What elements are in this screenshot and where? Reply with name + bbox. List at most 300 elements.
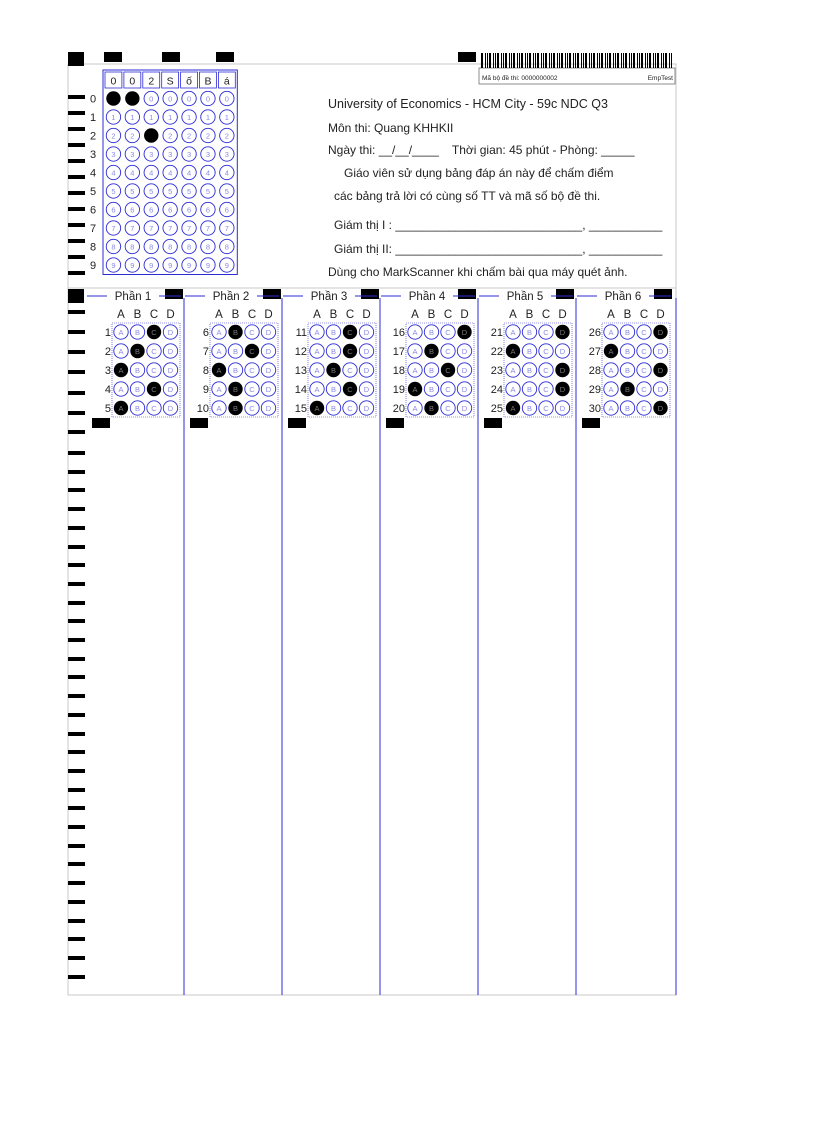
barcode-bar <box>581 53 582 68</box>
section-title: Phần 1 <box>114 291 152 303</box>
option-header: B <box>525 309 534 321</box>
id-header-char: 0 <box>110 75 117 88</box>
answer-bubble-letter: D <box>363 404 370 413</box>
timing-mark <box>68 310 85 314</box>
timing-mark <box>68 370 85 374</box>
id-bubble-digit: 6 <box>186 205 192 215</box>
option-header: D <box>362 309 371 321</box>
answer-bubble-letter: D <box>265 366 272 375</box>
timing-mark <box>68 451 85 455</box>
section-title: Phần 5 <box>506 291 544 303</box>
barcode-bar <box>613 53 614 68</box>
timing-mark <box>68 191 85 195</box>
id-bubble-digit: 9 <box>224 261 229 270</box>
timing-mark <box>68 900 85 904</box>
id-bubble-digit: 3 <box>205 150 211 159</box>
answer-bubble-letter: B <box>134 328 141 337</box>
question-number: 23 <box>490 365 503 377</box>
option-header: A <box>117 309 125 321</box>
answer-bubble-letter: D <box>265 404 272 413</box>
answer-bubble-letter: D <box>461 404 468 413</box>
answer-bubble-letter: C <box>641 328 647 337</box>
barcode-bar <box>657 53 659 68</box>
barcode-bar <box>543 53 544 68</box>
id-bubble-digit: 9 <box>111 261 116 270</box>
barcode-bar <box>529 53 531 68</box>
answer-bubble-letter: A <box>608 347 614 356</box>
answer-bubble-letter: B <box>624 328 631 337</box>
id-bubble-digit: 1 <box>111 113 116 122</box>
answer-bubble-letter: B <box>428 328 435 337</box>
answer-bubble-letter: A <box>510 328 516 337</box>
id-bubble-digit: 2 <box>186 131 192 141</box>
id-bubble-filled <box>106 91 120 105</box>
option-header: D <box>460 309 469 321</box>
id-bubble-digit: 3 <box>130 150 135 159</box>
id-bubble-digit: 3 <box>111 150 116 159</box>
answer-bubble-letter: C <box>543 328 549 337</box>
id-bubble-digit: 1 <box>130 113 135 122</box>
id-bubble-digit: 8 <box>168 242 173 252</box>
answer-bubble-letter: D <box>265 385 272 394</box>
option-header: B <box>427 309 436 321</box>
answer-bubble-letter: B <box>428 366 435 375</box>
registration-mark <box>68 289 84 303</box>
answer-bubble-letter: A <box>314 366 320 375</box>
id-bubble-digit: 6 <box>130 205 135 215</box>
registration-mark <box>582 418 600 428</box>
id-bubble-digit: 4 <box>130 168 135 178</box>
registration-mark <box>104 52 122 62</box>
id-bubble-digit: 2 <box>224 131 229 141</box>
id-bubble-digit: 7 <box>205 224 211 233</box>
barcode-bar <box>617 53 619 68</box>
id-bubble-digit: 4 <box>111 168 116 178</box>
answer-bubble-letter: A <box>608 366 614 375</box>
id-bubble-digit: 4 <box>205 168 211 178</box>
id-bubble-digit: 8 <box>149 242 154 252</box>
registration-mark <box>92 418 110 428</box>
question-number: 16 <box>392 327 405 339</box>
barcode-bar <box>487 53 488 68</box>
barcode-bar <box>665 53 667 68</box>
registration-mark <box>556 289 574 299</box>
answer-bubble-letter: C <box>445 328 451 337</box>
timing-mark <box>68 788 85 792</box>
timing-mark <box>68 330 85 334</box>
answer-bubble-letter: C <box>151 347 157 356</box>
barcode-bar <box>525 53 526 68</box>
timing-mark <box>68 159 85 163</box>
id-bubble-digit: 5 <box>130 187 135 196</box>
id-bubble-digit: 7 <box>149 224 154 233</box>
answer-bubble-letter: A <box>510 385 516 394</box>
barcode-bar <box>593 53 595 68</box>
id-bubble-filled <box>125 91 139 105</box>
answer-bubble-letter: B <box>526 328 533 337</box>
id-row-digit: 2 <box>90 130 97 143</box>
option-header: C <box>247 309 257 321</box>
timing-mark <box>68 239 85 243</box>
barcode-bar <box>585 53 587 68</box>
id-bubble-digit: 5 <box>168 187 173 196</box>
instruction-line-1: Giáo viên sử dụng bảng đáp án này để chấm điểm <box>344 166 614 180</box>
answer-bubble-letter: B <box>134 366 141 375</box>
timing-mark <box>68 175 85 179</box>
id-row-digit: 9 <box>90 260 97 272</box>
answer-bubble-letter: C <box>151 385 157 394</box>
option-header: B <box>329 309 338 321</box>
answer-bubble-letter: B <box>232 347 239 356</box>
answer-bubble-letter: C <box>543 347 549 356</box>
subject-line: Môn thi: Quang KHHKII <box>328 121 454 135</box>
id-bubble-digit: 6 <box>111 205 116 215</box>
answer-bubble-letter: A <box>510 347 516 356</box>
id-row-digit: 6 <box>90 204 97 217</box>
timing-mark <box>68 127 85 131</box>
answer-bubble-letter: C <box>249 404 255 413</box>
timing-mark <box>68 111 85 115</box>
scanner-note: Dùng cho MarkScanner khi chấm bài qua máy quét ảnh. <box>328 265 628 279</box>
id-bubble-digit: 1 <box>224 113 229 122</box>
answer-bubble-letter: C <box>641 404 647 413</box>
timing-mark <box>68 919 85 923</box>
timing-mark <box>68 619 85 623</box>
question-number: 1 <box>104 327 111 339</box>
question-number: 4 <box>104 384 111 396</box>
proctor-2-line: Giám thị II: ____________________________, ___________ <box>334 242 663 256</box>
answer-bubble-letter: B <box>330 366 337 375</box>
section-title: Phần 4 <box>408 291 446 303</box>
barcode-bar <box>607 53 608 68</box>
timing-mark <box>68 470 85 474</box>
barcode-bar <box>569 53 571 68</box>
answer-bubble-letter: D <box>461 328 468 337</box>
option-header: C <box>639 309 649 321</box>
answer-bubble-letter: C <box>445 347 451 356</box>
answer-bubble-letter: B <box>428 385 435 394</box>
barcode-bar <box>551 53 552 68</box>
id-row-digit: 3 <box>90 149 97 161</box>
id-header-char: 2 <box>148 75 155 88</box>
answer-bubble-letter: D <box>461 347 468 356</box>
id-bubble-digit: 2 <box>205 131 211 141</box>
question-number: 26 <box>588 327 601 339</box>
answer-bubble-letter: B <box>526 385 533 394</box>
id-bubble-digit: 1 <box>205 113 211 122</box>
answer-bubble-letter: C <box>347 347 353 356</box>
id-bubble-digit: 3 <box>186 150 192 159</box>
registration-mark <box>190 418 208 428</box>
id-bubble-digit: 3 <box>149 150 154 159</box>
barcode-bar <box>481 53 483 68</box>
answer-bubble-letter: D <box>167 385 174 394</box>
id-bubble-digit: 6 <box>205 205 211 215</box>
answer-bubble-letter: A <box>118 366 124 375</box>
answer-bubble-letter: C <box>249 347 255 356</box>
barcode-bar <box>631 53 632 68</box>
section-title: Phần 6 <box>604 291 642 303</box>
id-bubble-digit: 5 <box>186 187 192 196</box>
id-row-digit: 5 <box>90 186 97 198</box>
barcode-bar <box>645 53 646 68</box>
id-bubble-digit: 5 <box>149 187 154 196</box>
id-header-char: á <box>223 75 230 88</box>
timing-mark <box>68 143 85 147</box>
id-header-char: B <box>204 75 212 88</box>
id-bubble-digit: 3 <box>168 150 173 159</box>
timing-mark <box>68 862 85 866</box>
barcode-bar <box>669 53 670 68</box>
timing-mark <box>68 601 85 605</box>
barcode-bar <box>577 53 579 68</box>
timing-mark <box>68 937 85 941</box>
timing-mark <box>68 271 85 275</box>
barcode-bar <box>597 53 598 68</box>
answer-bubble-letter: A <box>118 404 124 413</box>
answer-bubble-letter: B <box>330 347 337 356</box>
id-bubble-digit: 8 <box>130 242 135 252</box>
answer-bubble-letter: B <box>624 347 631 356</box>
answer-bubble-letter: A <box>314 347 320 356</box>
id-bubble-digit: 2 <box>111 131 116 141</box>
barcode-bar <box>583 53 584 68</box>
option-header: B <box>133 309 142 321</box>
answer-bubble-letter: B <box>134 404 141 413</box>
barcode-bar <box>513 53 515 68</box>
timing-mark <box>68 694 85 698</box>
id-bubble-digit: 0 <box>224 94 229 104</box>
timing-mark <box>68 750 85 754</box>
answer-bubble-letter: A <box>314 385 320 394</box>
id-header-char: S <box>166 75 174 88</box>
question-number: 2 <box>104 346 111 358</box>
barcode-bar <box>495 53 496 68</box>
option-header: D <box>166 309 175 321</box>
question-number: 5 <box>104 403 111 415</box>
barcode-bar <box>653 53 654 68</box>
answer-bubble-letter: B <box>428 347 435 356</box>
registration-mark <box>288 418 306 428</box>
id-bubble-digit: 0 <box>205 94 211 104</box>
answer-bubble-letter: A <box>314 404 320 413</box>
barcode-bar <box>533 53 534 68</box>
answer-bubble-letter: A <box>216 347 222 356</box>
timing-mark <box>68 526 85 530</box>
option-header: A <box>215 309 223 321</box>
id-bubble-digit: 9 <box>168 261 173 270</box>
timing-mark <box>68 732 85 736</box>
barcode-bar <box>537 53 539 68</box>
timing-mark <box>68 545 85 549</box>
registration-mark <box>216 52 234 62</box>
answer-bubble-letter: D <box>167 328 174 337</box>
answer-bubble-letter: C <box>249 385 255 394</box>
barcode-bar <box>559 53 560 68</box>
barcode-bar <box>649 53 651 68</box>
answer-bubble-letter: C <box>347 328 353 337</box>
id-bubble-digit: 0 <box>168 94 173 104</box>
answer-bubble-letter: C <box>347 366 353 375</box>
answer-bubble-letter: D <box>559 404 566 413</box>
timing-mark <box>68 657 85 661</box>
timing-mark <box>68 507 85 511</box>
answer-bubble-letter: A <box>216 328 222 337</box>
option-header: B <box>231 309 240 321</box>
answer-bubble-letter: D <box>167 366 174 375</box>
barcode-bar <box>625 53 627 68</box>
barcode-bar <box>609 53 611 68</box>
answer-bubble-letter: C <box>151 366 157 375</box>
timing-mark <box>68 582 85 586</box>
option-header: C <box>345 309 355 321</box>
id-row-digit: 0 <box>90 93 97 106</box>
barcode-bar <box>503 53 504 68</box>
barcode-bar <box>565 53 566 68</box>
answer-bubble-letter: C <box>543 366 549 375</box>
id-bubble-digit: 6 <box>224 205 229 215</box>
id-bubble-digit: 8 <box>224 242 229 252</box>
answer-bubble-letter: D <box>559 366 566 375</box>
sheet-border <box>68 64 676 995</box>
answer-bubble-letter: C <box>151 404 157 413</box>
answer-bubble-letter: C <box>445 385 451 394</box>
registration-mark <box>458 52 476 62</box>
option-header: C <box>541 309 551 321</box>
id-bubble-digit: 1 <box>186 113 192 122</box>
timing-mark <box>68 391 85 395</box>
id-bubble-digit: 8 <box>186 242 192 252</box>
id-bubble-digit: 9 <box>186 261 192 270</box>
id-bubble-digit: 7 <box>130 224 135 233</box>
registration-mark <box>68 52 84 66</box>
answer-bubble-letter: A <box>314 328 320 337</box>
timing-mark <box>68 956 85 960</box>
answer-bubble-letter: B <box>330 404 337 413</box>
id-bubble-digit: 7 <box>186 224 192 233</box>
timing-mark <box>68 207 85 211</box>
id-bubble-digit: 0 <box>186 94 192 104</box>
exam-code-label: Mã bộ đề thi: 0000000002 <box>482 75 558 82</box>
answer-bubble-letter: C <box>445 404 451 413</box>
question-number: 17 <box>392 346 405 358</box>
answer-bubble-letter: A <box>412 385 418 394</box>
question-number: 24 <box>490 384 503 396</box>
timing-mark <box>68 350 85 354</box>
question-number: 7 <box>202 346 209 358</box>
question-number: 25 <box>490 403 503 415</box>
barcode-bar <box>549 53 550 68</box>
id-bubble-digit: 5 <box>111 187 116 196</box>
timing-mark <box>68 255 85 259</box>
barcode-bar <box>639 53 640 68</box>
question-number: 12 <box>294 346 307 358</box>
question-number: 10 <box>196 403 209 415</box>
answer-bubble-letter: D <box>265 347 272 356</box>
answer-bubble-letter: A <box>216 404 222 413</box>
question-number: 6 <box>202 327 209 339</box>
barcode-bar <box>637 53 638 68</box>
barcode-bar <box>493 53 494 68</box>
option-header: A <box>313 309 321 321</box>
institution-name: University of Economics - HCM City - 59c NDC Q3 <box>328 97 608 111</box>
barcode-bar <box>655 53 656 68</box>
id-header-char: ố <box>186 75 192 88</box>
barcode-bar <box>575 53 576 68</box>
question-number: 14 <box>294 384 307 396</box>
question-number: 13 <box>294 365 307 377</box>
option-header: A <box>607 309 615 321</box>
answer-bubble-letter: D <box>657 404 664 413</box>
timing-mark <box>68 825 85 829</box>
barcode-bar <box>497 53 499 68</box>
answer-bubble-letter: D <box>559 328 566 337</box>
id-bubble-digit: 4 <box>168 168 173 178</box>
timing-mark <box>68 411 85 415</box>
id-bubble-digit: 1 <box>168 113 173 122</box>
option-header: A <box>411 309 419 321</box>
barcode-bar <box>605 53 606 68</box>
answer-bubble-letter: B <box>134 347 141 356</box>
barcode-bar <box>621 53 622 68</box>
answer-bubble-letter: C <box>445 366 451 375</box>
option-header: D <box>656 309 665 321</box>
answer-bubble-letter: D <box>363 328 370 337</box>
timing-mark <box>68 95 85 99</box>
answer-bubble-letter: B <box>624 366 631 375</box>
barcode-bar <box>545 53 547 68</box>
barcode-bar <box>633 53 635 68</box>
answer-bubble-letter: C <box>543 385 549 394</box>
answer-bubble-letter: C <box>641 385 647 394</box>
question-number: 18 <box>392 365 405 377</box>
exam-id-grid <box>90 70 237 275</box>
option-header: A <box>509 309 517 321</box>
barcode-bar <box>661 53 662 68</box>
answer-bubble-letter: A <box>412 328 418 337</box>
answer-bubble-letter: D <box>363 366 370 375</box>
id-bubble-filled <box>144 128 158 142</box>
answer-bubble-letter: D <box>461 366 468 375</box>
id-header-char: 0 <box>129 75 136 88</box>
answer-bubble-letter: A <box>118 385 124 394</box>
timing-mark <box>68 975 85 979</box>
timing-mark <box>68 430 85 434</box>
answer-bubble-letter: A <box>118 328 124 337</box>
answer-bubble-letter: C <box>641 347 647 356</box>
id-bubble-digit: 3 <box>224 150 229 159</box>
option-header: D <box>264 309 273 321</box>
barcode-bar <box>615 53 616 68</box>
answer-bubble-letter: A <box>412 366 418 375</box>
timing-mark <box>68 638 85 642</box>
answer-bubble-letter: D <box>559 385 566 394</box>
barcode-bar <box>517 53 518 68</box>
answer-bubble-letter: B <box>134 385 141 394</box>
section-title: Phần 2 <box>212 291 250 303</box>
answer-bubble-letter: A <box>510 404 516 413</box>
answer-bubble-letter: B <box>232 328 239 337</box>
answer-bubble-letter: A <box>412 404 418 413</box>
barcode-bar <box>535 53 536 68</box>
answer-sections <box>87 289 676 995</box>
timing-mark <box>68 769 85 773</box>
question-number: 21 <box>490 327 503 339</box>
barcode-bar <box>527 53 528 68</box>
id-bubble-digit: 0 <box>149 94 154 104</box>
id-bubble-digit: 4 <box>149 168 154 178</box>
id-bubble-digit: 2 <box>130 131 135 141</box>
